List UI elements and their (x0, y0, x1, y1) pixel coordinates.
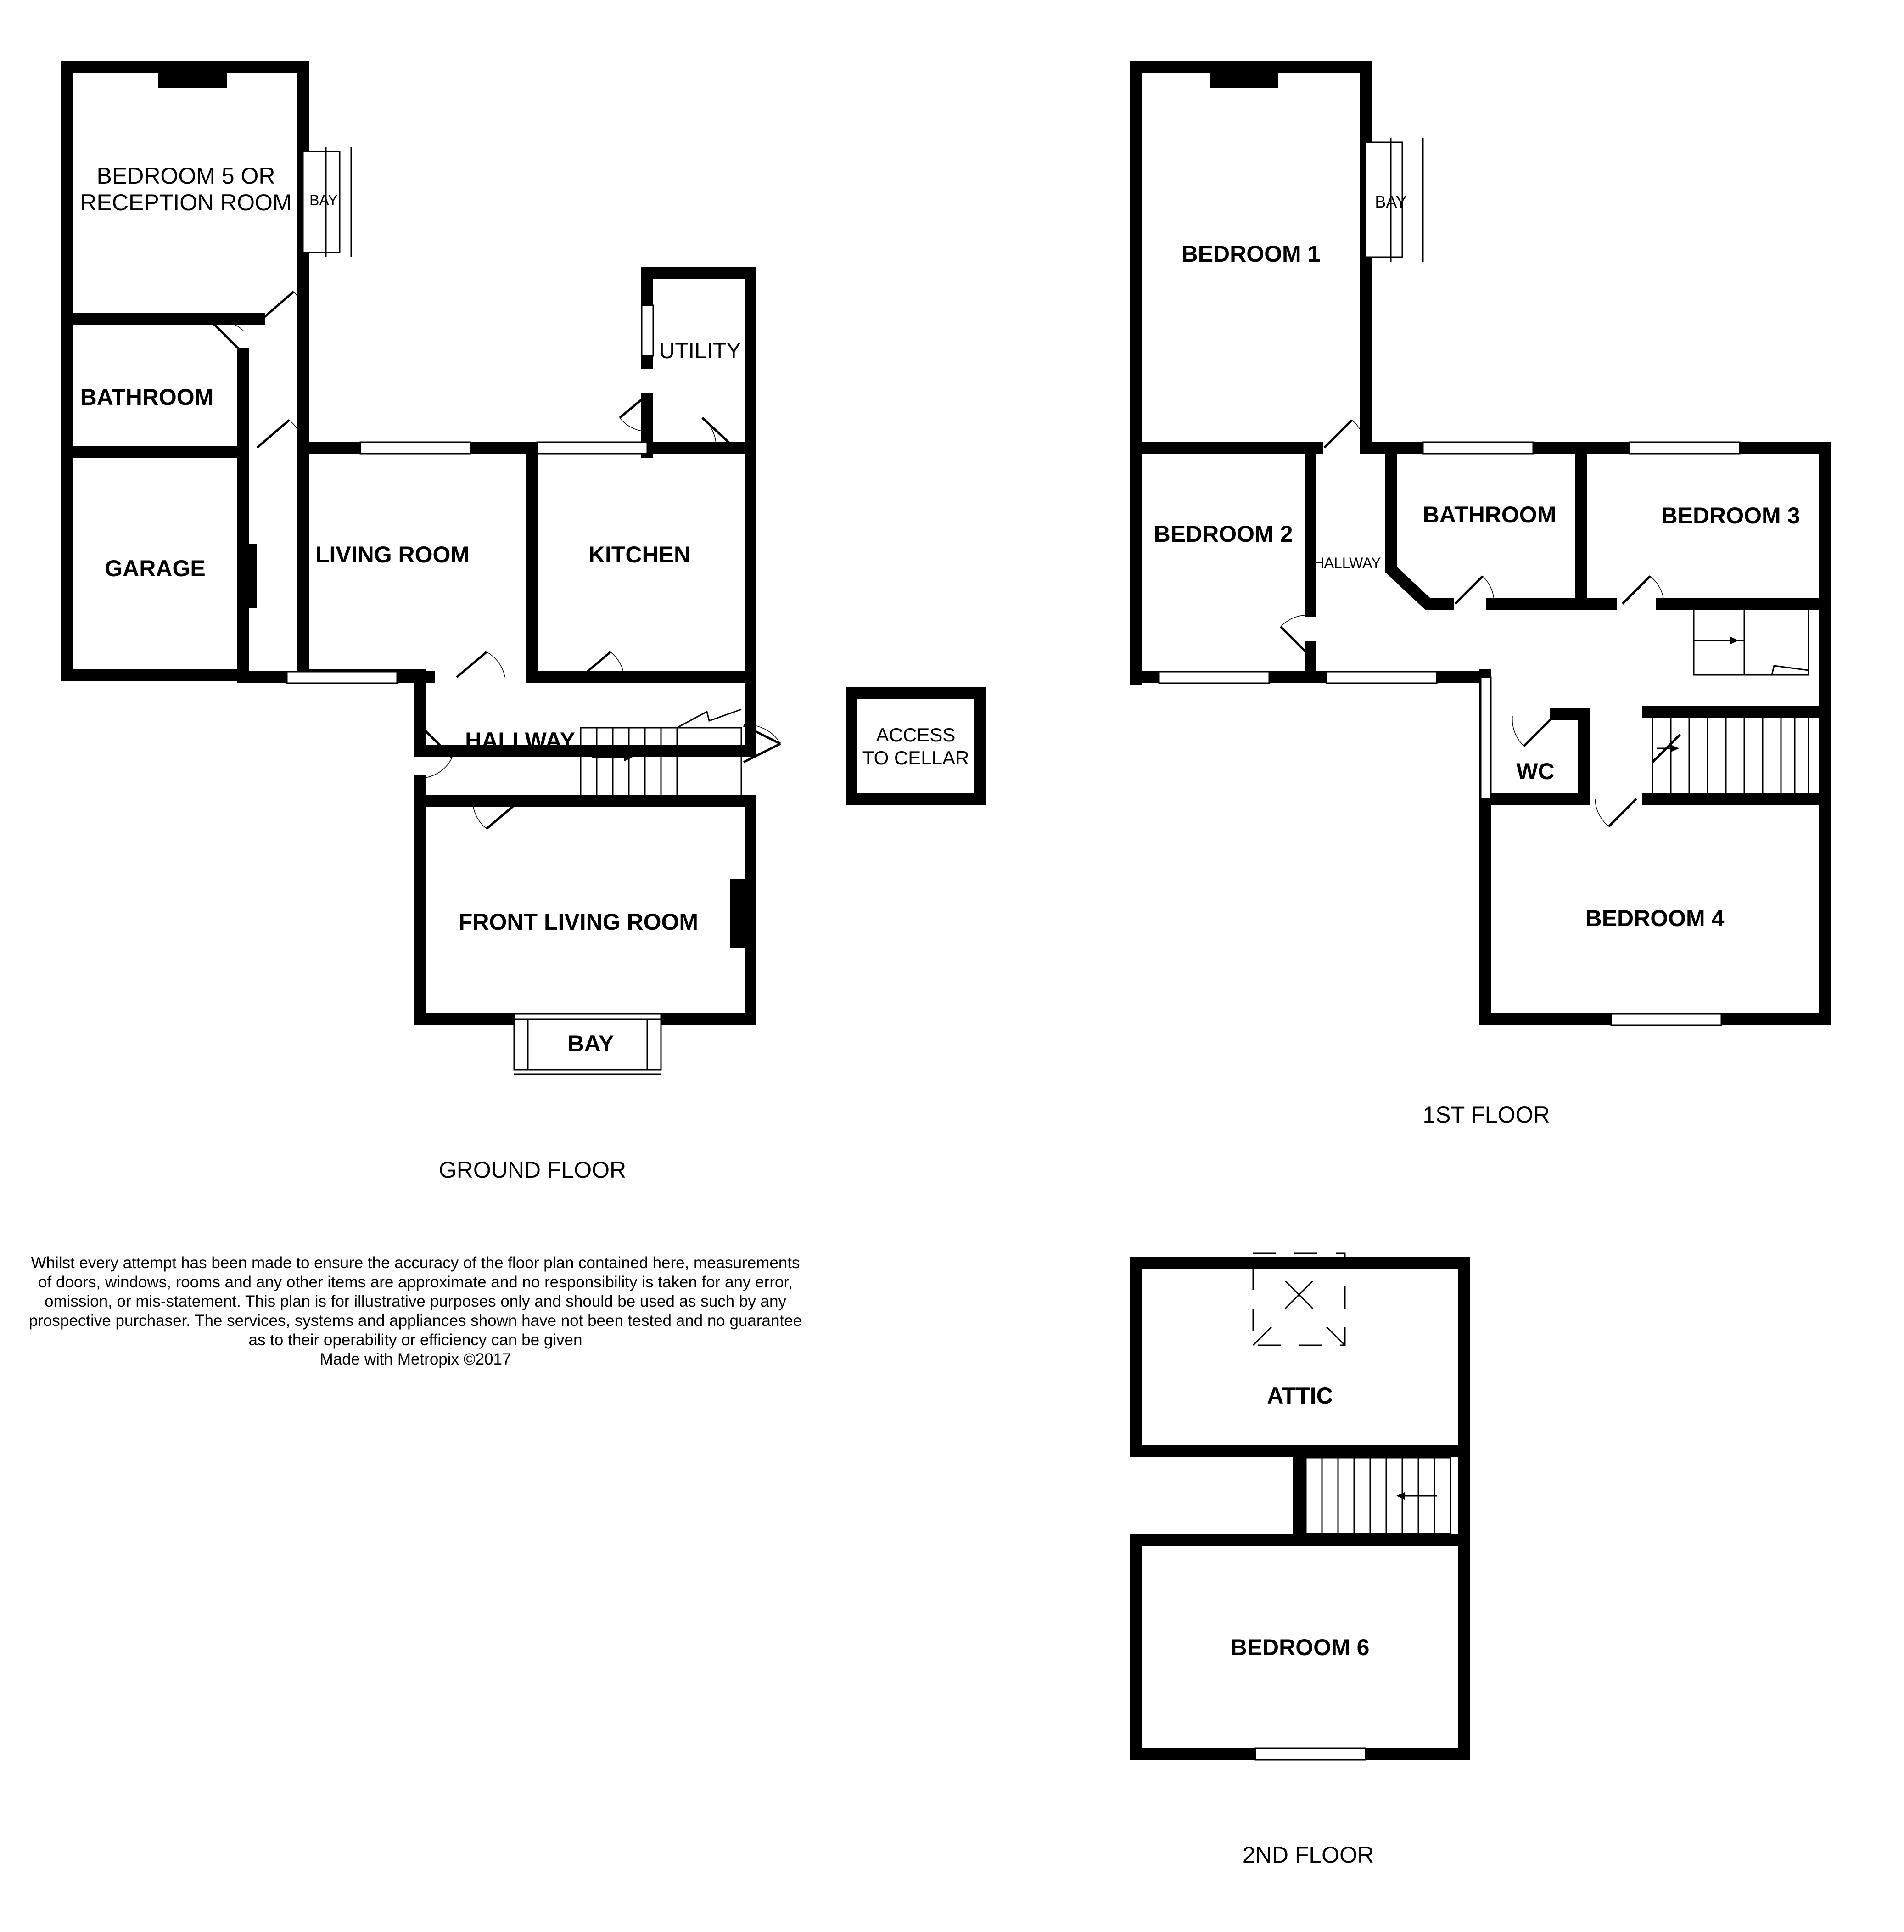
ground-cellar-access (851, 693, 980, 799)
first-window-bedroom4 (1611, 1014, 1721, 1025)
first-floor-title: 1ST FLOOR (1422, 1102, 1550, 1128)
bedroom4-label: BEDROOM 4 (1585, 905, 1725, 931)
bedroom1-label: BEDROOM 1 (1181, 241, 1321, 267)
first-floor-plan (1136, 67, 1825, 1128)
bedroom3-label: BEDROOM 3 (1661, 503, 1800, 528)
ground-bay-front-label: BAY (567, 1031, 614, 1056)
ground-chimney-bedroom5 (158, 69, 227, 88)
ground-window-utility (642, 305, 653, 356)
bedroom2-label: BEDROOM 2 (1154, 521, 1293, 547)
second-floor-title: 2ND FLOOR (1242, 1842, 1374, 1868)
utility-label: UTILITY (659, 339, 741, 363)
cellar-label-line2: TO CELLAR (862, 747, 969, 769)
first-window-bedroom3 (1630, 442, 1740, 454)
ground-floor-title: GROUND FLOOR (438, 1157, 627, 1183)
first-chimney (1210, 69, 1278, 88)
disclaimer (0, 1253, 831, 1369)
garage-label: GARAGE (105, 556, 206, 581)
kitchen-label: KITCHEN (588, 542, 691, 567)
second-floor-plan (1136, 1253, 1464, 1868)
bedroom5-label-line2: RECEPTION ROOM (80, 190, 292, 215)
first-window-bedroom2 (1159, 672, 1269, 683)
first-staircase-upper (1694, 606, 1809, 675)
disclaimer-line: Whilst every attempt has been made to ensure the accuracy of the floor plan contained here, measurements (31, 1254, 800, 1272)
first-window-hall (1327, 672, 1437, 683)
first-bay-label: BAY (1375, 192, 1407, 211)
living-room-label: LIVING ROOM (315, 542, 470, 567)
disclaimer-line: as to their operability or efficiency can be given (248, 1331, 582, 1349)
ground-wall-north-block (67, 67, 303, 675)
attic-label: ATTIC (1267, 1383, 1333, 1409)
ground-floor-plan (67, 67, 980, 1183)
ground-window-living-south (287, 672, 397, 683)
bedroom5-label-line1: BEDROOM 5 OR (96, 163, 275, 189)
disclaimer-line: prospective purchaser. The services, systems and appliances shown have not been tested and no guarantee (28, 1312, 802, 1330)
wc-label: WC (1516, 758, 1555, 784)
cellar-label-line1: ACCESS (876, 724, 956, 746)
disclaimer-line: of doors, windows, rooms and any other items are approximate and no responsibility is taken for any error, (38, 1273, 793, 1291)
ground-window-living-north (360, 442, 470, 454)
ground-bathroom-label: BATHROOM (80, 384, 214, 410)
bedroom6-label: BEDROOM 6 (1230, 1634, 1370, 1660)
second-staircase (1306, 1458, 1450, 1533)
second-window-bedroom6 (1255, 1748, 1366, 1760)
first-wall-bedroom1 (1136, 67, 1366, 680)
first-hallway-label: HALLWAY (1313, 555, 1381, 571)
disclaimer-credit: Made with Metropix ©2017 (319, 1350, 511, 1368)
first-window-wc (1481, 677, 1491, 799)
front-living-room-label: FRONT LIVING ROOM (458, 909, 699, 935)
ground-hallway-label: HALLWAY (465, 728, 575, 753)
disclaimer-line: omission, or mis-statement. This plan is for illustrative purposes only and should be used as such by any (45, 1292, 786, 1310)
ground-bay-side-label: BAY (309, 192, 338, 208)
ground-chimney-front (730, 879, 745, 948)
ground-chimney-living (243, 544, 257, 608)
ground-window-kitchen-north (537, 442, 647, 454)
first-staircase-lower (1652, 716, 1809, 794)
first-bathroom-label: BATHROOM (1422, 502, 1557, 528)
first-window-bathroom (1423, 442, 1533, 454)
